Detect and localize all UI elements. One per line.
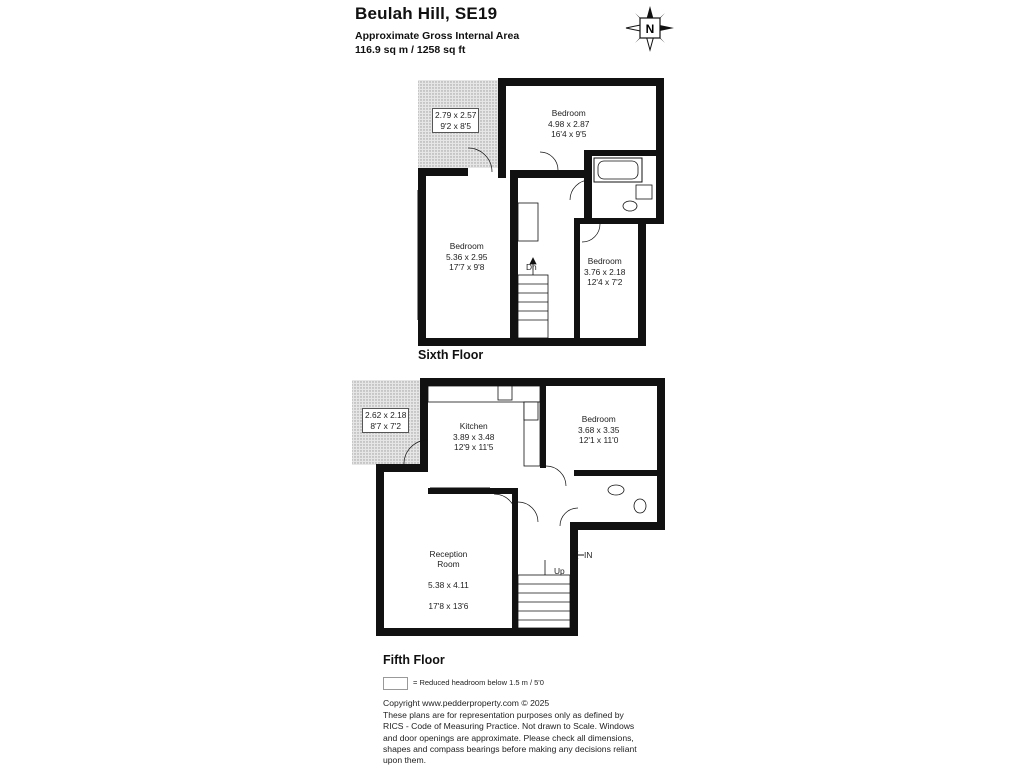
room-label-bedroom-3	[584, 256, 625, 288]
footer-line: These plans are for representation purposes only as defined by	[383, 710, 624, 720]
plan-title: Beulah Hill, SE19	[355, 4, 498, 23]
room-imperial: 12'4 x 7'2	[587, 277, 623, 287]
room-label-kitchen	[453, 421, 494, 453]
room-imperial: 12'1 x 11'0	[579, 435, 619, 445]
footer-line: Copyright www.pedderproperty.com © 2025	[383, 698, 550, 708]
room-label-balcony	[362, 408, 409, 433]
room-metric: 3.76 x 2.18	[584, 266, 626, 277]
floor-label-sixth: Sixth Floor	[418, 348, 484, 362]
room-label-terrace	[432, 108, 479, 133]
room-label-bedroom-2	[446, 241, 487, 273]
room-imperial: 9'2 x 8'5	[440, 120, 472, 131]
area-value: 116.9 sq m / 1258 sq ft	[355, 44, 466, 56]
footer-line: upon them.	[383, 755, 426, 765]
room-label-bedroom-1	[548, 108, 589, 140]
room-metric: 2.79 x 2.57	[435, 110, 477, 120]
room-imperial: 16'4 x 9'5	[551, 129, 587, 139]
room-label-reception	[428, 538, 469, 622]
entrance-label: IN	[584, 550, 593, 560]
room-imperial: 12'9 x 11'5	[454, 442, 494, 452]
stair-label-down: Dn	[526, 262, 537, 272]
footer-line: RICS - Code of Measuring Practice. Not drawn to Scale. Windows	[383, 721, 635, 731]
legend-text: = Reduced headroom below 1.5 m / 5'0	[413, 678, 544, 687]
room-imperial: 8'7 x 7'2	[370, 420, 402, 431]
legend-swatch	[383, 677, 408, 690]
room-metric: 5.38 x 4.11	[428, 580, 469, 590]
room-metric: 5.36 x 2.95	[446, 251, 488, 262]
room-name: Bedroom	[551, 108, 586, 118]
compass-north-icon	[626, 6, 674, 50]
room-label-bedroom-4	[578, 414, 619, 446]
room-metric: 3.68 x 3.35	[578, 424, 620, 435]
room-name: Reception Room	[429, 548, 468, 569]
footer-line: and door openings are approximate. Please check all dimensions,	[383, 733, 634, 743]
room-imperial: 17'7 x 9'8	[449, 262, 485, 272]
room-name: Bedroom	[587, 256, 622, 266]
footer-line: shapes and compass bearings before making any decisions reliant	[383, 744, 637, 754]
room-name: Bedroom	[581, 414, 616, 424]
compass-north-label: N	[645, 22, 655, 36]
room-metric: 4.98 x 2.87	[548, 118, 590, 129]
room-imperial: 17'8 x 13'6	[428, 601, 469, 611]
floor-label-fifth: Fifth Floor	[383, 653, 445, 667]
room-metric: 3.89 x 3.48	[453, 431, 495, 442]
room-name: Kitchen	[459, 421, 488, 431]
area-label: Approximate Gross Internal Area	[355, 30, 520, 42]
room-name: Bedroom	[449, 241, 484, 251]
stair-label-up: Up	[554, 566, 565, 576]
room-metric: 2.62 x 2.18	[365, 410, 407, 420]
